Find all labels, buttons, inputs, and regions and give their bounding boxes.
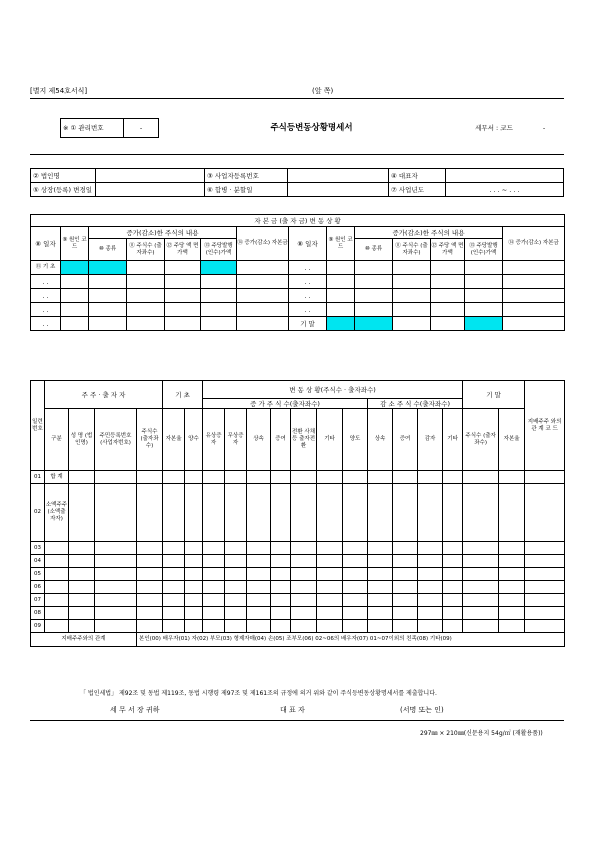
table-row-minor: 02 소액주주 (소액출자자) — [31, 484, 565, 542]
representative-label-footer: 대 표 자 — [280, 706, 305, 714]
title-bottom-rule — [30, 154, 564, 155]
page-side: (앞 쪽) — [312, 87, 334, 95]
minor-holders-label: 소액주주 (소액출자자) — [45, 484, 69, 542]
tax-office-code-value: - — [542, 124, 546, 132]
representative-label: ④ 대표자 — [389, 169, 446, 183]
other-out-header: 기타 — [443, 409, 463, 471]
biz-reg-no-label: ③ 사업자등록번호 — [205, 169, 288, 183]
cap-kind-header-2: ⑩ 종류 — [355, 239, 393, 261]
decrease-header: 감 소 주 식 수(출자좌수) — [368, 399, 463, 409]
signature-placeholder[interactable]: (서명 또는 인) — [400, 706, 444, 714]
bottom-rule — [30, 720, 564, 721]
relation-codes-row — [31, 633, 565, 647]
table-row: 05 — [31, 568, 565, 581]
listing-change-label: ⑤ 상장(등록) 변경일 — [31, 183, 96, 197]
merger-split-label: ⑥ 합병 · 분할일 — [205, 183, 288, 197]
table-row: 04 — [31, 555, 565, 568]
representative-field[interactable] — [446, 169, 564, 183]
cap-par-header: ⑫ 주당 액 면가액 — [165, 239, 201, 261]
cap-row: . . . . — [31, 275, 565, 289]
increase-header: 증 가 주 식 수(출자좌수) — [203, 399, 368, 409]
inherit-header: 상속 — [247, 409, 271, 471]
cap-capital-change-header-2: ⑭ 증가(감소) 자본금 — [503, 227, 565, 261]
mgmt-no-field[interactable]: - — [124, 119, 159, 138]
cap-shares-header: ⑪ 주식수 (출자좌수) — [127, 239, 165, 261]
company-info — [30, 168, 564, 197]
capital-change-table — [30, 214, 565, 331]
cap-increase-header: 증가(감소)한 주식의 내용 — [89, 227, 237, 239]
fiscal-year-field[interactable]: . . . ~ . . . — [446, 183, 564, 197]
capital-section-title: 자 본 금 (출 자 금) 변 동 상 황 — [31, 215, 565, 227]
biz-reg-no-field[interactable] — [288, 169, 389, 183]
gift-header: 증여 — [271, 409, 291, 471]
table-row: 09 — [31, 620, 565, 633]
tax-office-code-label: 세무서 : 코드 — [475, 124, 513, 132]
closing-capital-header: 자본율 — [499, 409, 525, 471]
cap-cause-header-2: ⑨ 원인 코드 — [327, 227, 355, 261]
transfer-in-header: 양수 — [185, 409, 203, 471]
gift-out-header: 증여 — [393, 409, 418, 471]
transfer-out-header: 양도 — [343, 409, 368, 471]
cap-kind-header: ⑩ 종류 — [89, 239, 127, 261]
table-row: 08 — [31, 607, 565, 620]
opening-shares-header: 주식수 (출자좌수) — [137, 409, 163, 471]
id-no-header: 주민등록번호 (사업자번호) — [95, 409, 137, 471]
inherit-out-header: 상속 — [368, 409, 393, 471]
form-number: [별지 제54호서식] — [30, 87, 88, 95]
mgmt-no-label: ※ ① 관리번호 — [61, 119, 124, 138]
table-row: 06 — [31, 581, 565, 594]
cap-closing-label: 기 말 — [289, 317, 327, 331]
cap-issue-header: ⑬ 주당발행 (인수)가액 — [201, 239, 237, 261]
merger-split-field[interactable] — [288, 183, 389, 197]
shareholder-table — [30, 380, 565, 647]
holder-header: 주 주 · 출 자 자 — [45, 381, 163, 409]
addressee: 세 무 서 장 귀하 — [110, 706, 160, 714]
table-row-total: 01 합 계 — [31, 471, 565, 484]
cap-shares-header-2: ⑪ 주식수 (출자좌수) — [393, 239, 431, 261]
listing-change-field[interactable] — [96, 183, 205, 197]
cap-date-header: ⑧ 일자 — [31, 227, 61, 261]
free-increase-header: 무상증자 — [225, 409, 247, 471]
table-row: 07 — [31, 594, 565, 607]
cap-par-header-2: ⑫ 주당 액 면가액 — [431, 239, 465, 261]
relation-codes-list: 본인(00) 배우자(01) 자(02) 부모(03) 형제자매(04) 손(05) 조부모(06) 02~06의 배우자(07) 01~07이외의 친족(08) 기타(09) — [137, 633, 565, 647]
form-title: 주식등변동상황명세서 — [270, 123, 353, 133]
cap-row-closing: . . 기 말 — [31, 317, 565, 331]
cap-row: . . . . — [31, 289, 565, 303]
cap-opening-label: ⑮ 기 초 — [31, 261, 61, 275]
paper-spec: 297㎜ × 210㎜(신문용지 54g/㎡ (재활용품)) — [420, 730, 543, 737]
relation-codes-label: 지배주주와의 관계 — [31, 633, 137, 647]
relation-header: 지배주주 와의 관 계 코 드 — [525, 381, 565, 471]
cap-cause-header: ⑨ 원인 코드 — [61, 227, 89, 261]
corp-name-field[interactable] — [96, 169, 205, 183]
cap-increase-header-2: 증가(감소)한 주식의 내용 — [355, 227, 503, 239]
fiscal-year-label: ⑦ 사업년도 — [389, 183, 446, 197]
top-rule — [30, 98, 564, 99]
title-block — [30, 118, 564, 138]
closing-header: 기 말 — [463, 381, 525, 409]
paid-increase-header: 유상증자 — [203, 409, 225, 471]
total-label: 합 계 — [45, 471, 69, 484]
cap-row: . . . . — [31, 303, 565, 317]
conversion-header: 전환 사채 등 출자전환 — [291, 409, 317, 471]
cap-date-header-2: ⑧ 일자 — [289, 227, 327, 261]
name-header: 성 명 (법인명) — [69, 409, 95, 471]
other-in-header: 기타 — [317, 409, 343, 471]
category-header: 구분 — [45, 409, 69, 471]
cap-capital-change-header: ⑭ 증가(감소) 자본금 — [237, 227, 289, 261]
opening-header: 기 초 — [163, 381, 203, 409]
serial-header: 일련 번호 — [31, 381, 45, 471]
submission-statement: 「 법인세법」 제92조 및 동법 제119조, 동법 시행령 제97조 및 제161조의 규정에 의거 위와 같이 주식등변동상황명세서를 제출합니다. — [80, 690, 437, 697]
change-section-title: 변 동 상 황(주식수 · 출자좌수) — [203, 381, 463, 399]
cap-row-opening — [31, 261, 565, 275]
cap-issue-header-2: ⑬ 주당발행 (인수)가액 — [465, 239, 503, 261]
closing-shares-header: 주식수 (출자좌수) — [463, 409, 499, 471]
corp-name-label: ② 법인명 — [31, 169, 96, 183]
opening-capital-header: 자본율 — [163, 409, 185, 471]
table-row: 03 — [31, 542, 565, 555]
cap-dots: . . — [289, 261, 327, 275]
reduction-header: 감자 — [418, 409, 443, 471]
